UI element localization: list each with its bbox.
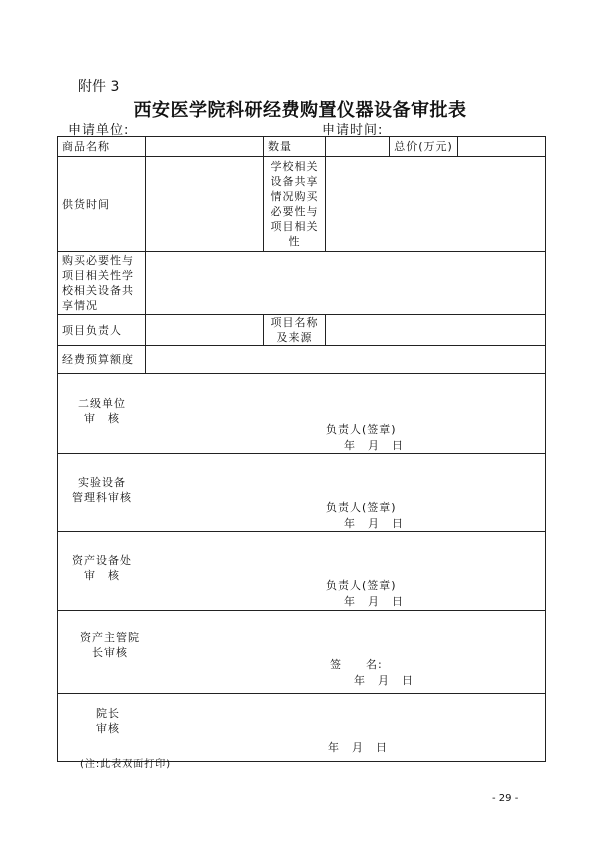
review-section-president: [58, 694, 546, 762]
review-sign-text: 签 名:: [330, 658, 383, 671]
purchase-necessity-label: [58, 252, 146, 315]
review-label-line: 院长: [96, 707, 120, 720]
review-sign-text: 负责人(签章): [326, 501, 397, 514]
review-section-lab-equipment: [58, 454, 546, 532]
supply-time-field[interactable]: [146, 157, 264, 252]
review-label-line: 管理科审核: [72, 491, 132, 504]
budget-label: 经费预算额度: [58, 346, 146, 374]
review-label-line: 二级单位: [78, 397, 126, 410]
review-label-line: 资产设备处: [72, 554, 132, 567]
attachment-label: 附件 3: [78, 79, 120, 95]
review-label-line: 审 核: [84, 569, 120, 582]
project-leader-field[interactable]: [146, 315, 264, 346]
project-name-source-field[interactable]: [326, 315, 546, 346]
sharing-necessity-line: 设备共享: [270, 175, 319, 188]
review-label-line: 实验设备: [78, 476, 126, 489]
review-label-line: 长审核: [92, 646, 128, 659]
quantity-field[interactable]: [326, 137, 390, 157]
page-number: - 29 -: [492, 793, 519, 804]
review-sign-text: 负责人(签章): [326, 579, 397, 592]
review-label-line: 审 核: [84, 412, 120, 425]
review-section-asset-dept: [58, 532, 546, 611]
product-name-field[interactable]: [146, 137, 264, 157]
apply-time-label: 申请时间:: [322, 123, 384, 138]
project-name-source-line: 及来源: [276, 331, 313, 344]
sharing-necessity-label: [264, 157, 326, 252]
purchase-necessity-field[interactable]: [146, 252, 546, 315]
approval-form-table: [57, 136, 546, 762]
review-label-line: 资产主管院: [80, 631, 140, 644]
review-date-text: 年 月 日: [328, 741, 388, 754]
purchase-necessity-line: 享情况: [62, 299, 98, 312]
sharing-necessity-line: 情况购买: [270, 190, 319, 203]
review-date-text: 年 月 日: [344, 439, 404, 452]
product-name-label: 商品名称: [58, 137, 146, 157]
review-sign-text: 负责人(签章): [326, 423, 397, 436]
review-label: [58, 475, 146, 505]
review-section-secondary-unit: [58, 374, 546, 454]
budget-field[interactable]: [146, 346, 546, 374]
sharing-necessity-line: 性: [288, 235, 301, 248]
quantity-label: 数量: [264, 137, 326, 157]
project-name-source-line: 项目名称: [270, 316, 319, 329]
sharing-necessity-line: 必要性与: [270, 205, 319, 218]
review-label: [66, 630, 154, 660]
sharing-necessity-line: 学校相关: [270, 160, 319, 173]
review-label: [58, 553, 146, 583]
project-leader-label: 项目负责人: [58, 315, 146, 346]
purchase-necessity-line: 项目相关性学: [62, 269, 134, 282]
review-label: [58, 396, 146, 426]
review-label: [64, 706, 152, 736]
sharing-necessity-line: 项目相关: [270, 220, 319, 233]
review-section-vice-president: [58, 611, 546, 694]
review-date-text: 年 月 日: [354, 674, 414, 687]
apply-unit-label: 申请单位:: [68, 123, 130, 138]
review-date-text: 年 月 日: [344, 517, 404, 530]
review-label-line: 审核: [96, 722, 120, 735]
supply-time-label: 供货时间: [58, 157, 146, 252]
review-date-text: 年 月 日: [344, 595, 404, 608]
total-price-label: 总价(万元): [390, 137, 458, 157]
form-title: 西安医学院科研经费购置仪器设备审批表: [133, 100, 467, 121]
sharing-necessity-field[interactable]: [326, 157, 546, 252]
purchase-necessity-line: 校相关设备共: [62, 284, 134, 297]
total-price-field[interactable]: [458, 137, 546, 157]
project-name-source-label: [264, 315, 326, 346]
purchase-necessity-line: 购买必要性与: [62, 254, 134, 267]
print-note: (注:此表双面打印): [80, 759, 172, 770]
